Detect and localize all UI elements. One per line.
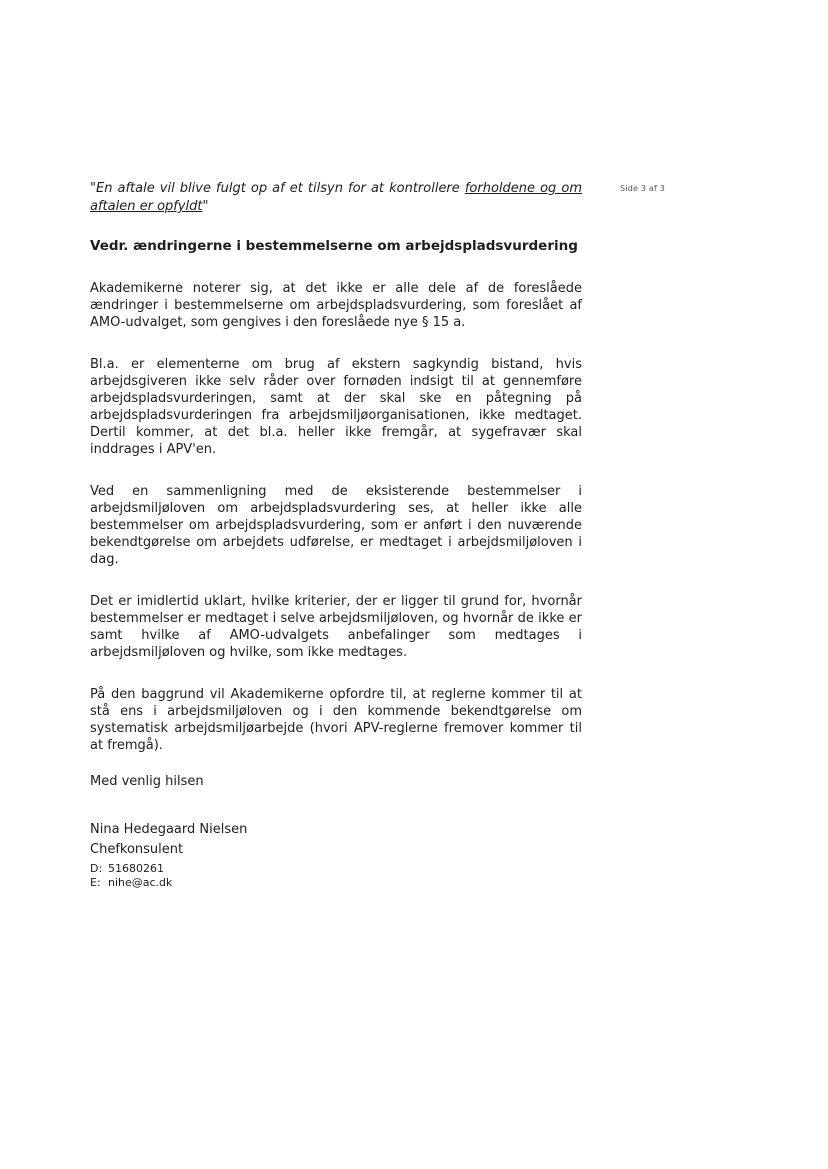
- signature-block: [90, 820, 582, 860]
- quote-underlined-text: forholdene og om aftalen er opfyldt: [90, 181, 582, 214]
- paragraph-4: Det er imidlertid uklart, hvilke kriterier, der er ligger til grund for, hvornår bestemmelser er medtaget i selve arbejdsmiljøloven, og hvornår de ikke er samt hvilke af AMO-udvalgets anbefalinger som medtages i arbejdsmiljøloven og hvilke, som ikke medtages.: [90, 594, 582, 660]
- paragraph-2: Bl.a. er elementerne om brug af ekstern sagkyndig bistand, hvis arbejdsgiveren ikke selv råder over fornøden indsigt til at gennemføre arbejdspladsvurderingen, samt at der skal ske en påtegning på arbejdspladsvurderingen fra arbejdsmiljøorganisationen, ikke medtaget. Dertil kommer, at det bl.a. heller ikke fremgår, at sygefravær skal inddrages i APV'en.: [90, 357, 582, 457]
- signer-title: Chefkonsulent: [90, 842, 184, 857]
- phone-number: 51680261: [108, 862, 164, 875]
- email-address: nihe@ac.dk: [108, 876, 173, 889]
- page-number: Side 3 af 3: [620, 184, 666, 193]
- paragraph-3: Ved en sammenligning med de eksisterende bestemmelser i arbejdsmiljøloven om arbejdspladsvurdering ses, at heller ikke alle bestemmelser om arbejdspladsvurdering, som er anført i den nuværende bekendtgørelse om arbejdets udførelse, er medtaget i arbejdsmiljøloven i dag.: [90, 484, 582, 567]
- email-label: E:: [90, 876, 101, 889]
- quote-text-after: ": [202, 199, 209, 214]
- paragraph-1: Akademikerne noterer sig, at det ikke er alle dele af de foreslåede ændringer i bestemmelserne om arbejdspladsvurdering, som foreslået af AMO-udvalget, som gengives i den foreslåede nye § 15 a.: [90, 281, 582, 330]
- signer-name: Nina Hedegaard Nielsen: [90, 822, 248, 837]
- phone-label: D:: [90, 862, 103, 875]
- closing-greeting: Med venlig hilsen: [90, 774, 204, 789]
- phone-line: [90, 862, 582, 876]
- quote: [90, 180, 582, 216]
- paragraph-5: På den baggrund vil Akademikerne opfordre til, at reglerne kommer til at stå ens i arbejdsmiljøloven og i den kommende bekendtgørelse om systematisk arbejdsmiljøarbejde (hvori APV-reglerne fremover kommer til at fremgå).: [90, 687, 582, 753]
- section-heading: Vedr. ændringerne i bestemmelserne om arbejdspladsvurdering: [90, 238, 578, 254]
- contact-info: [90, 862, 582, 890]
- email-line: [90, 876, 582, 890]
- letter-body: [90, 180, 582, 890]
- quote-text-before: "En aftale vil blive fulgt op af et tilsyn for at kontrollere: [90, 181, 465, 196]
